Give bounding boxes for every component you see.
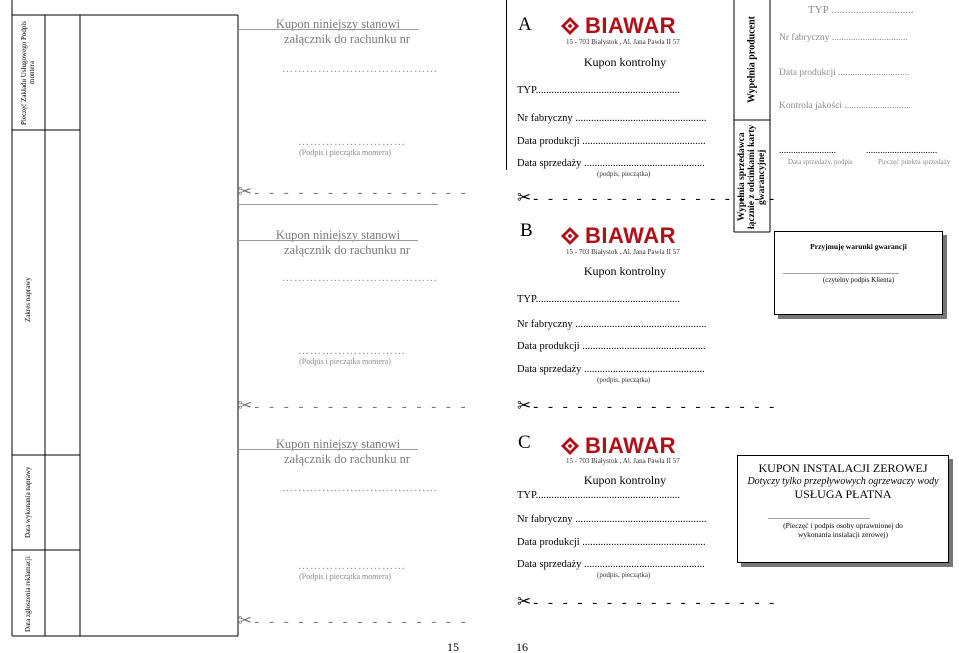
biawar-diamond-icon bbox=[560, 16, 580, 36]
stub-cut-rule bbox=[238, 204, 438, 205]
install-paid: USŁUGA PŁATNA bbox=[794, 487, 892, 501]
producer-nr: Nr fabryczny ................................ bbox=[779, 33, 908, 43]
coupon-cut-line: ✂ - - - - - - - - - - - - - - - - - bbox=[517, 188, 778, 207]
stub-section-1 bbox=[238, 17, 438, 47]
page-number-left: 15 bbox=[447, 640, 459, 653]
brand-name: BIAWAR bbox=[585, 433, 676, 458]
field-sale: Data sprzedaży .............................................. bbox=[517, 364, 705, 375]
biawar-diamond-icon bbox=[560, 226, 580, 246]
install-coupon-box bbox=[737, 455, 949, 563]
producer-typ: TYP .............................. bbox=[808, 4, 914, 16]
repair-scope-label: Zakres naprawy bbox=[24, 277, 32, 323]
coupon-letter-a: A bbox=[518, 14, 532, 35]
address: 15 - 703 Białystok , Al. Jana Pawła II 57 bbox=[566, 248, 680, 256]
address: 15 - 703 Białystok , Al. Jana Pawła II 57 bbox=[566, 457, 680, 465]
field-nr: Nr fabryczny .................................................. bbox=[517, 319, 707, 330]
client-dots: .......................................................... bbox=[783, 267, 899, 276]
claim-date-label: Data zgłoszenia reklamacji bbox=[24, 556, 32, 632]
stub-sig-label: (Podpis i pieczątka montera) bbox=[299, 357, 391, 366]
stub-sig-dots: ……………………… bbox=[298, 136, 406, 148]
scissors-icon: ✂ bbox=[517, 592, 532, 611]
install-sig-label: (Pieczęć i podpis osoby uprawnionej do wykonania instalacji zerowej) bbox=[783, 521, 903, 539]
biawar-logo bbox=[560, 15, 676, 37]
stub-underline bbox=[238, 240, 418, 241]
stub-underline bbox=[238, 449, 418, 450]
scissors-icon: ✂ bbox=[238, 182, 253, 201]
stub-sig-dots: ……………………… bbox=[298, 345, 406, 357]
stub-sig-label: (Podpis i pieczątka montera) bbox=[299, 148, 391, 157]
stub-head-line1: Kupon niniejszy stanowi bbox=[275, 228, 401, 242]
install-subtitle: Dotyczy tylko przepływowych ogrzewaczy wody bbox=[747, 476, 939, 487]
coupon-cut-line: ✂ - - - - - - - - - - - - - - - - - bbox=[517, 592, 778, 611]
install-title: KUPON INSTALACJI ZEROWEJ bbox=[758, 461, 928, 475]
stub-cut-line: ✂ - - - - - - - - - - - - - - - bbox=[238, 396, 469, 415]
scissors-icon: ✂ bbox=[238, 396, 253, 415]
address: 15 - 703 Białystok , Al. Jana Pawła II 57 bbox=[566, 38, 680, 46]
stub-dots: ………………………………… bbox=[282, 272, 438, 284]
producer-vert-label: Wypełnia producent bbox=[746, 16, 758, 104]
field-nr: Nr fabryczny .................................................. bbox=[517, 113, 707, 124]
client-sig-label: (czytelny podpis Klienta) bbox=[822, 276, 895, 284]
coupon-title: Kupon kontrolny bbox=[583, 473, 667, 487]
biawar-logo bbox=[560, 435, 676, 457]
field-sale: Data sprzedaży .............................................. bbox=[517, 158, 705, 169]
stub-cut-line: ✂ - - - - - - - - - - - - - - - bbox=[238, 182, 469, 201]
stamp-label: Pieczęć Zakładu Usługowego Podpis montera bbox=[20, 20, 36, 125]
scissors-icon: ✂ bbox=[517, 188, 532, 207]
seller-dots1: ........................ bbox=[779, 146, 836, 156]
stub-head-line1: Kupon niniejszy stanowi bbox=[275, 437, 401, 451]
field-sale: Data sprzedaży .............................................. bbox=[517, 559, 705, 570]
stamp-label: (podpis, pieczątka) bbox=[597, 376, 651, 384]
field-nr: Nr fabryczny .................................................. bbox=[517, 514, 707, 525]
scissors-icon: ✂ bbox=[238, 611, 253, 630]
producer-prod: Data produkcji .............................. bbox=[779, 68, 910, 78]
field-prod: Data produkcji ............................................... bbox=[517, 136, 706, 147]
field-prod: Data produkcji ............................................... bbox=[517, 537, 706, 548]
brand-name: BIAWAR bbox=[585, 223, 676, 248]
coupon-letter-c: C bbox=[518, 432, 531, 453]
field-typ: TYP....................................................... bbox=[517, 294, 681, 305]
biawar-diamond-icon bbox=[560, 436, 580, 456]
install-dots: ................................................... bbox=[768, 512, 870, 521]
producer-quality: Kontrola jakości ............................ bbox=[779, 101, 911, 111]
coupon-title: Kupon kontrolny bbox=[583, 55, 667, 69]
stub-head-line2: załącznik do rachunku nr bbox=[284, 32, 410, 46]
stub-sig-dots: ……………………… bbox=[298, 560, 406, 572]
page-number-right: 16 bbox=[516, 640, 528, 653]
stub-section-3 bbox=[238, 437, 438, 467]
scissors-icon: ✂ bbox=[517, 396, 532, 415]
stub-head-line2: załącznik do rachunku nr bbox=[284, 452, 410, 466]
page-divider bbox=[506, 0, 507, 170]
stub-sig-label: (Podpis i pieczątka montera) bbox=[299, 572, 391, 581]
seller-stamp: Pieczęć punktu sprzedaży bbox=[878, 158, 951, 166]
field-typ: TYP....................................................... bbox=[517, 85, 681, 96]
seller-vert-label: Wypełnia sprzedawca łącznie z odcinkami karty gwarancyjnej bbox=[737, 124, 767, 230]
stub-cut-line: ✂ - - - - - - - - - - - - - - - bbox=[238, 611, 469, 630]
biawar-logo bbox=[560, 225, 676, 247]
coupon-cut-line: ✂ - - - - - - - - - - - - - - - - - bbox=[517, 396, 778, 415]
seller-dots2: .............................. bbox=[866, 146, 938, 156]
coupon-title: Kupon kontrolny bbox=[583, 264, 667, 278]
stamp-label: (podpis, pieczątka) bbox=[597, 571, 651, 579]
seller-date-sig: Data sprzedaży, podpis bbox=[788, 158, 853, 166]
stub-dots: ………………………………… bbox=[282, 482, 438, 494]
stub-head-line2: załącznik do rachunku nr bbox=[284, 243, 410, 257]
coupon-letter-b: B bbox=[520, 220, 533, 241]
field-typ: TYP....................................................... bbox=[517, 490, 681, 501]
field-prod: Data produkcji ............................................... bbox=[517, 341, 706, 352]
stub-underline bbox=[238, 29, 418, 30]
stub-section-2 bbox=[238, 228, 438, 258]
stub-head-line1: Kupon niniejszy stanowi bbox=[275, 17, 401, 31]
brand-name: BIAWAR bbox=[585, 13, 676, 38]
stub-dots: ………………………………… bbox=[282, 63, 438, 75]
client-acceptance-box bbox=[774, 231, 943, 315]
accept-label: Przyjmuję warunki gwarancji bbox=[810, 242, 907, 251]
repair-date-label: Data wykonania naprawy bbox=[24, 466, 32, 539]
stamp-label: (podpis, pieczątka) bbox=[597, 170, 651, 178]
